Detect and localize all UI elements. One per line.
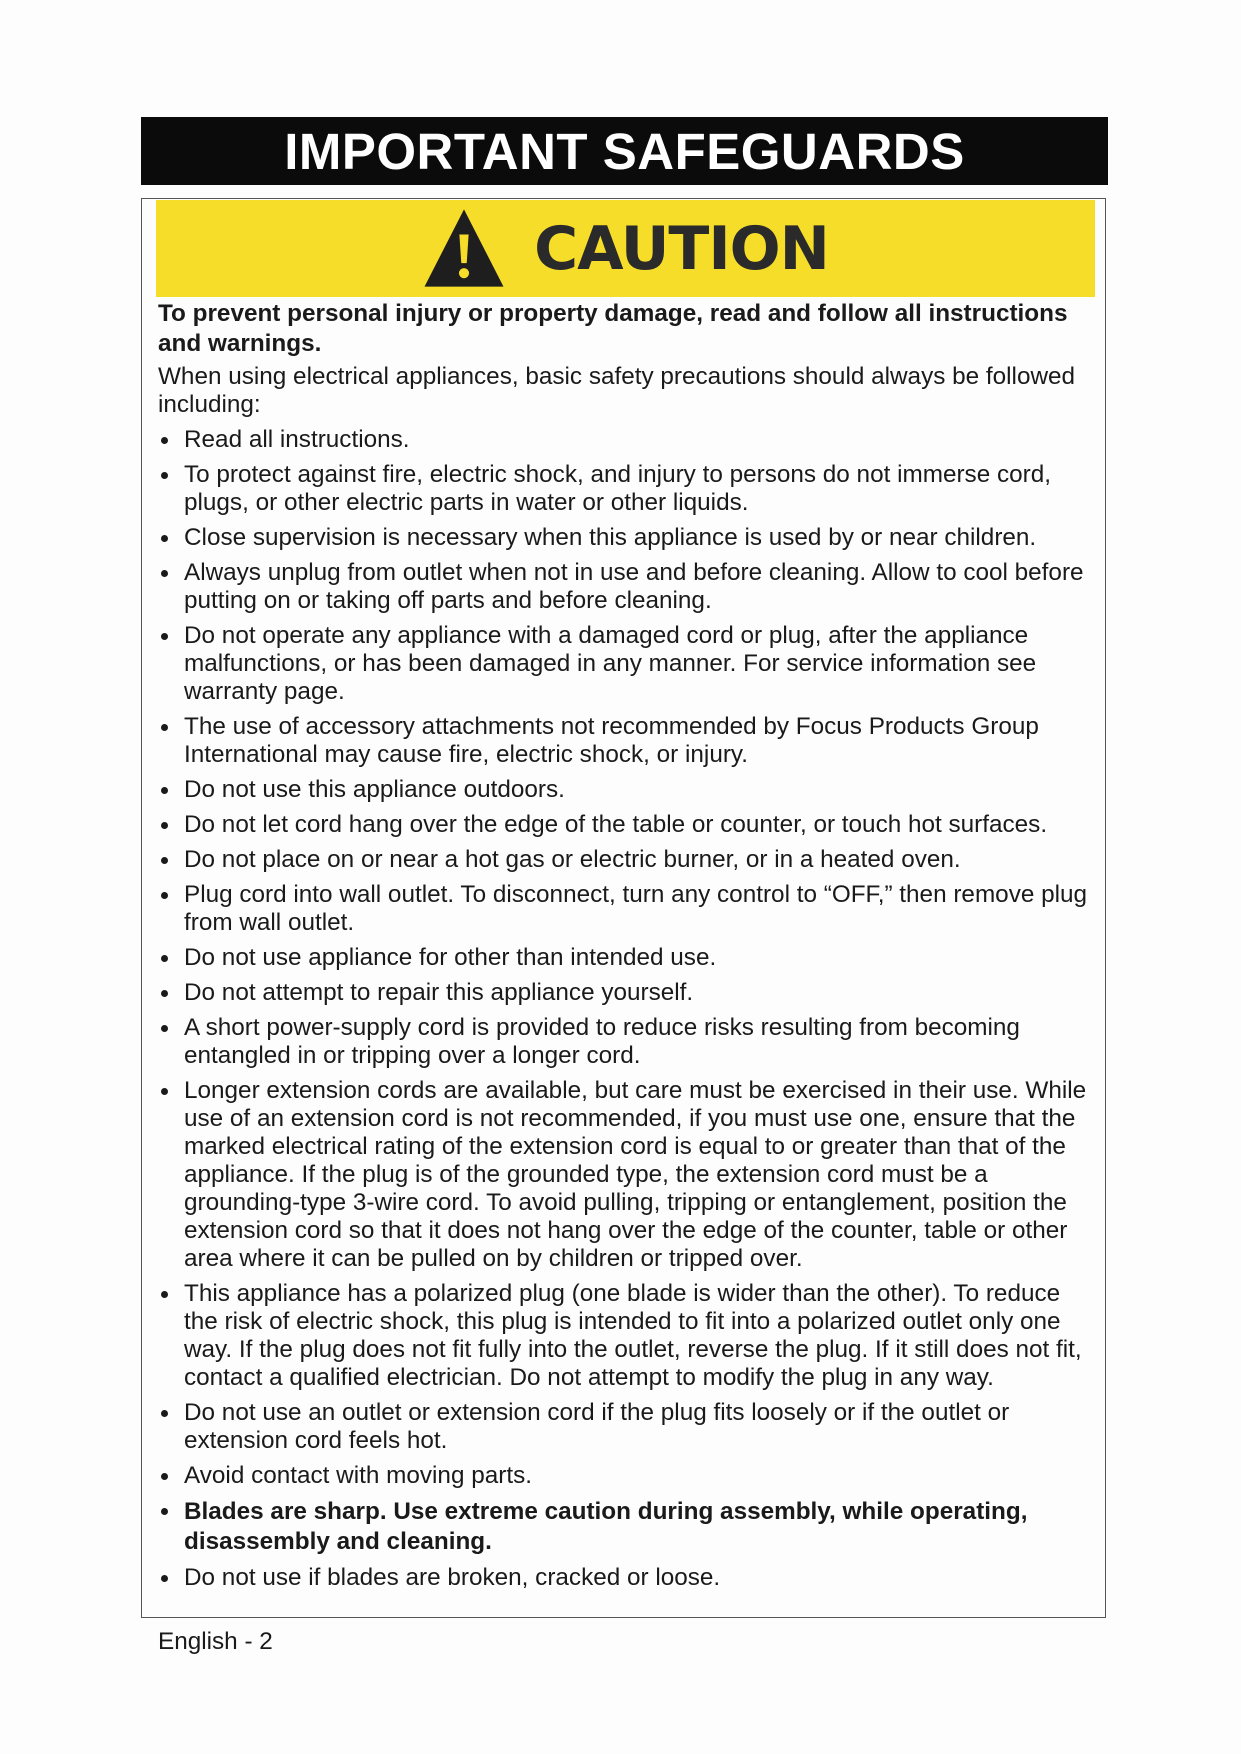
list-item: The use of accessory attachments not recommended by Focus Products Group International may cause fire, electric shock, or injury. (158, 713, 1094, 769)
list-item: Do not use this appliance outdoors. (158, 776, 1094, 804)
list-item: This appliance has a polarized plug (one blade is wider than the other). To reduce the risk of electric shock, this plug is intended to fit into a polarized outlet only one way. If the plug does not fit fully into the outlet, reverse the plug. If it still does not fit, contact a qualified electrician. Do not attempt to modify the plug in any way. (158, 1280, 1094, 1392)
list-item: Plug cord into wall outlet. To disconnect, turn any control to “OFF,” then remove plug from wall outlet. (158, 881, 1094, 937)
warning-triangle-icon (422, 206, 506, 290)
list-item: To protect against fire, electric shock, and injury to persons do not immerse cord, plugs, or other electric parts in water or other liquids. (158, 461, 1094, 517)
intro-text: When using electrical appliances, basic safety precautions should always be followed including: (158, 363, 1076, 418)
list-item: Do not place on or near a hot gas or electric burner, or in a heated oven. (158, 846, 1094, 874)
safeguards-list (158, 426, 1094, 1592)
list-item: Do not use if blades are broken, cracked or loose. (158, 1564, 1094, 1592)
list-item: A short power-supply cord is provided to reduce risks resulting from becoming entangled in or tripping over a longer cord. (158, 1014, 1094, 1070)
list-item: Do not use an outlet or extension cord if the plug fits loosely or if the outlet or extension cord feels hot. (158, 1399, 1094, 1455)
list-item: Close supervision is necessary when this appliance is used by or near children. (158, 524, 1094, 552)
list-item: Always unplug from outlet when not in use and before cleaning. Allow to cool before putting on or taking off parts and before cleaning. (158, 559, 1094, 615)
caution-label: CAUTION (534, 213, 829, 284)
list-item: Do not use appliance for other than intended use. (158, 944, 1094, 972)
page-title: IMPORTANT SAFEGUARDS (141, 117, 1108, 185)
list-item: Do not operate any appliance with a damaged cord or plug, after the appliance malfunctions, or has been damaged in any manner. For service information see warranty page. (158, 622, 1094, 706)
safeguards-content (158, 299, 1094, 1592)
caution-banner (156, 200, 1095, 297)
list-item: Do not let cord hang over the edge of the table or counter, or touch hot surfaces. (158, 811, 1094, 839)
list-item-blades-warning: Blades are sharp. Use extreme caution during assembly, while operating, disassembly and cleaning. (158, 1497, 1094, 1557)
list-item: Avoid contact with moving parts. (158, 1462, 1094, 1490)
lead-warning: To prevent personal injury or property damage, read and follow all instructions and warnings. (158, 300, 1068, 357)
list-item: Do not attempt to repair this appliance yourself. (158, 979, 1094, 1007)
list-item: Longer extension cords are available, but care must be exercised in their use. While use of an extension cord is not recommended, if you must use one, ensure that the marked electrical rating of the extension cord is equal to or greater than that of the appliance. If the plug is of the grounded type, the extension cord must be a grounding-type 3-wire cord. To avoid pulling, tripping or entanglement, position the extension cord so that it does not hang over the edge of the counter, table or other area where it can be pulled on by children or tripped over. (158, 1077, 1094, 1273)
page-number: English - 2 (158, 1628, 273, 1655)
list-item: Read all instructions. (158, 426, 1094, 454)
